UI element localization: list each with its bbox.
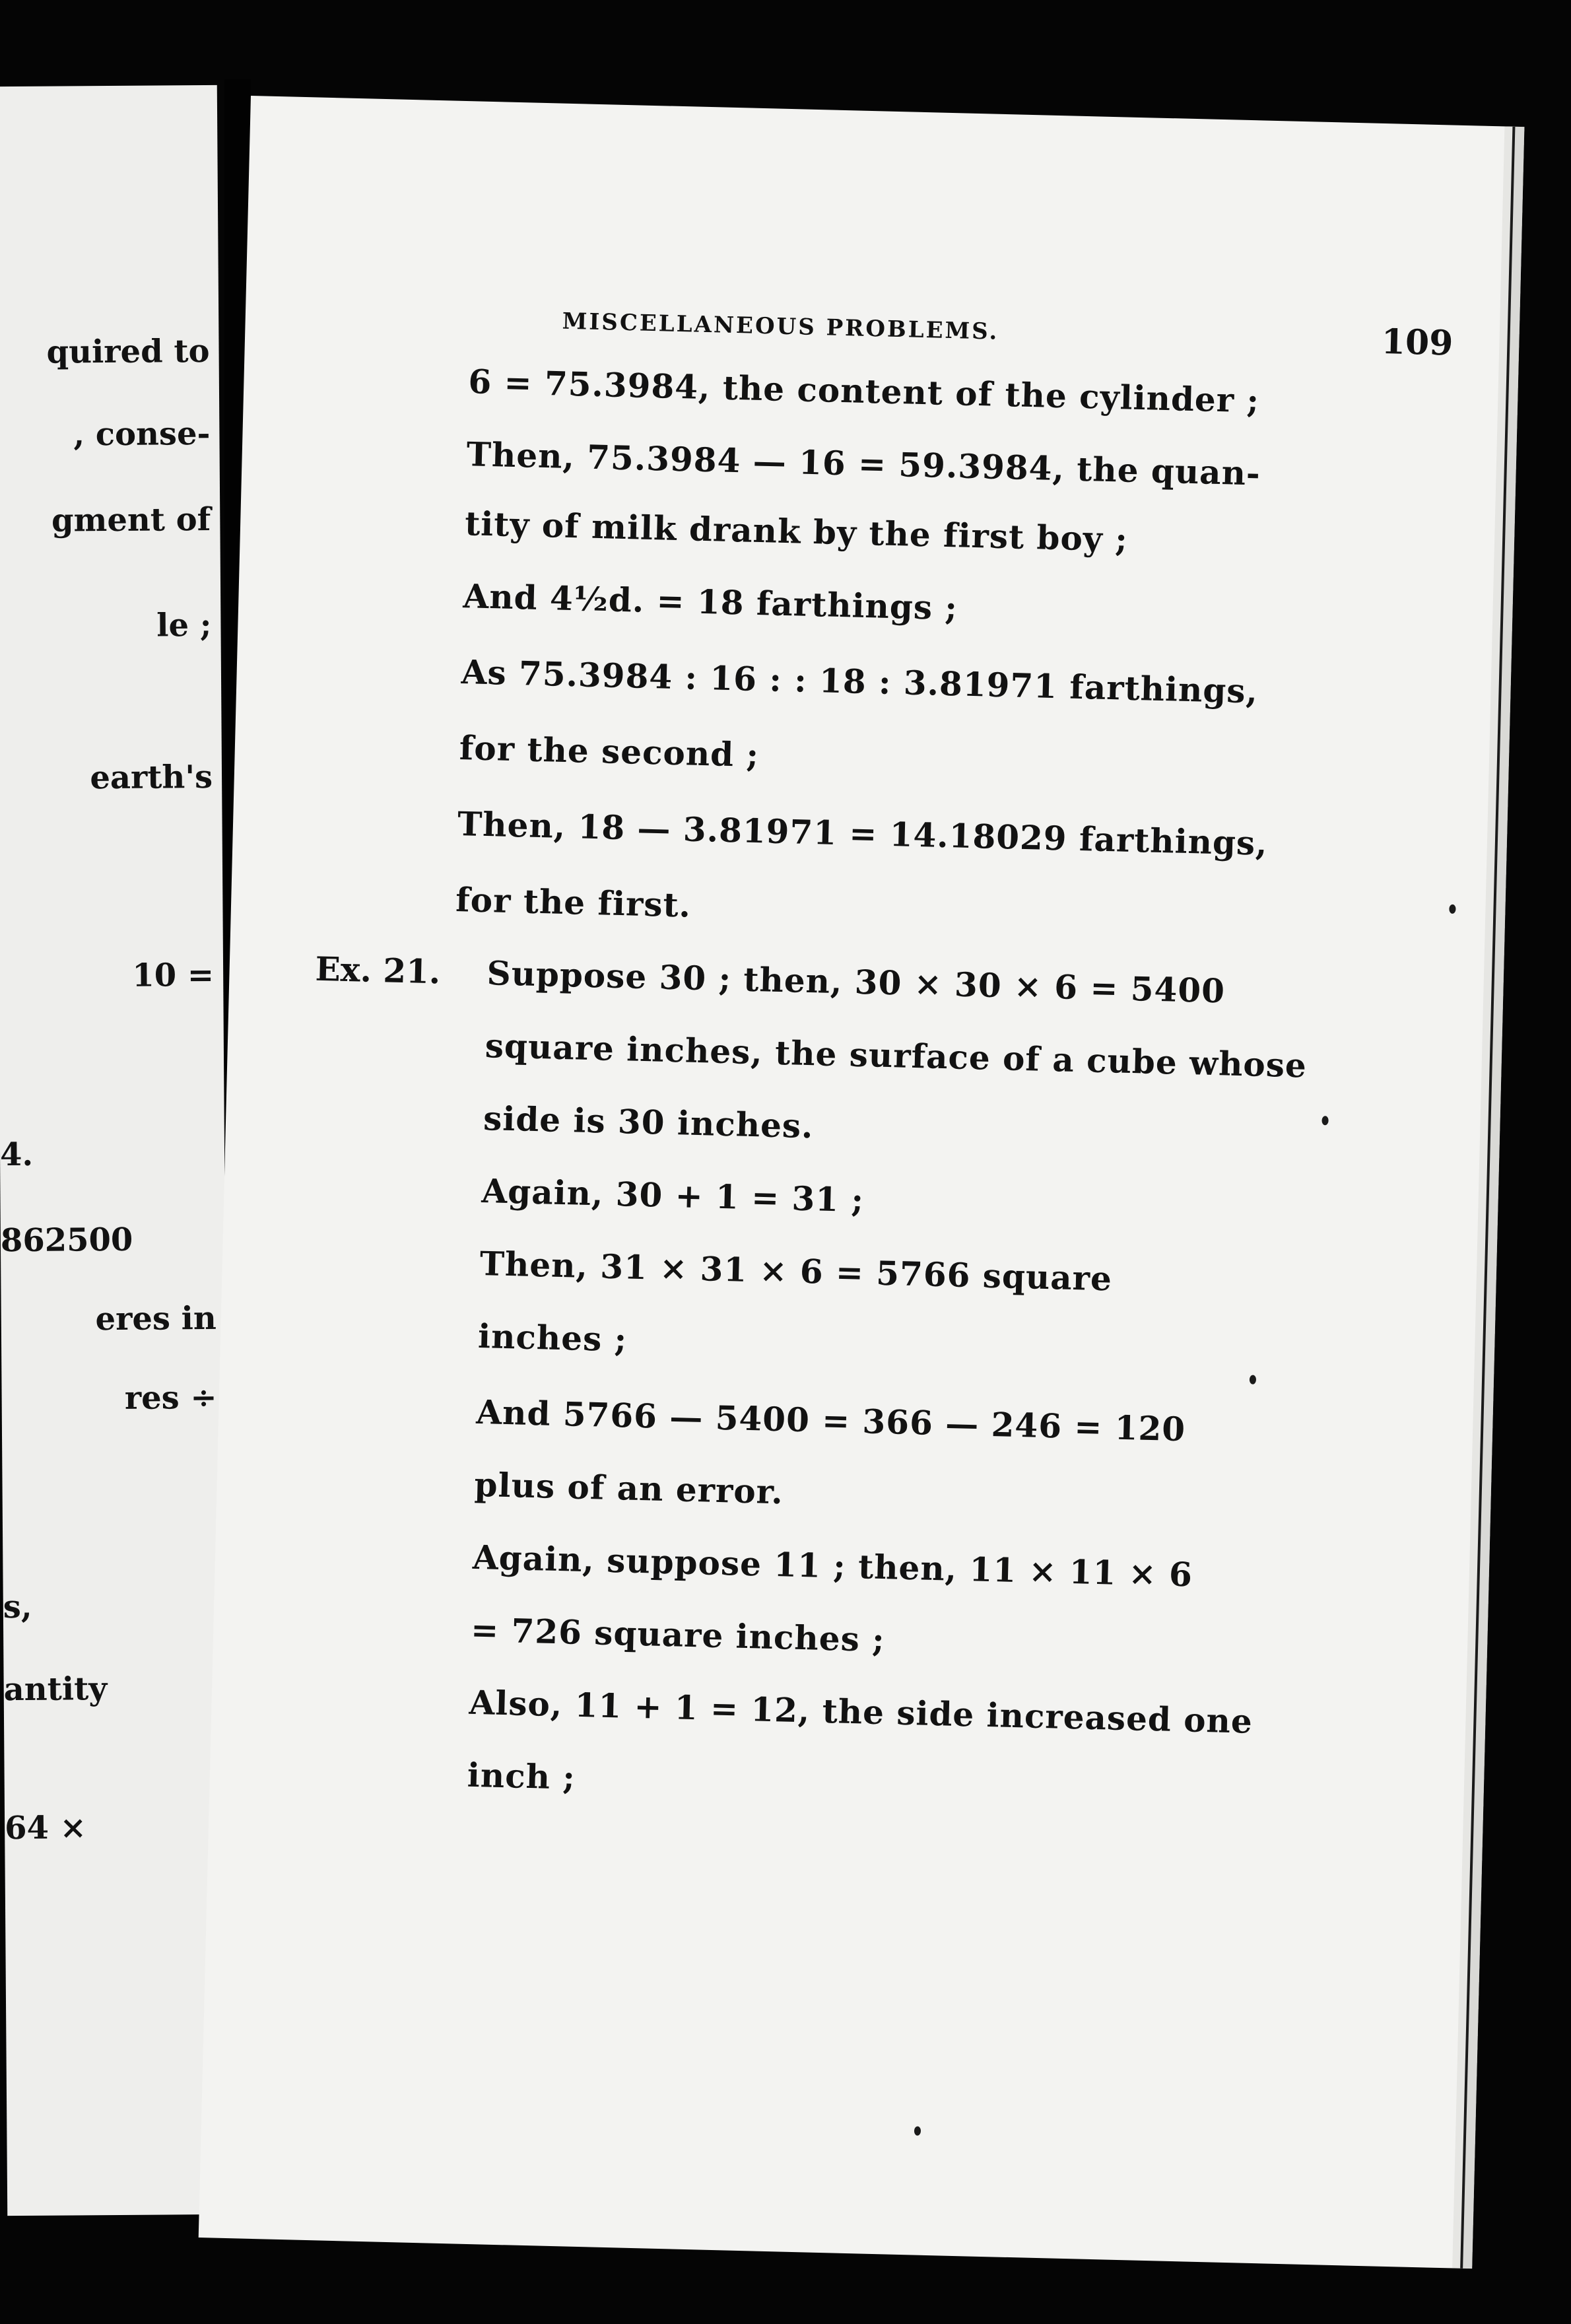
ink-speck bbox=[1321, 1116, 1328, 1125]
page-header bbox=[562, 302, 1454, 370]
text-line: inches ; bbox=[477, 1316, 628, 1359]
text-line: And 4½d. = 18 farthings ; bbox=[462, 576, 958, 628]
left-page bbox=[0, 85, 232, 2216]
left-fragment: res ÷ bbox=[124, 1379, 217, 1417]
text-line: square inches, the surface of a cube whose bbox=[485, 1026, 1308, 1085]
text-line: As 75.3984 : 16 : : 18 : 3.81971 farthings, bbox=[461, 652, 1259, 711]
text-line: for the first. bbox=[455, 879, 692, 925]
left-fragment: gment of bbox=[51, 500, 211, 539]
text-line: Suppose 30 ; then, 30 × 30 × 6 = 5400 bbox=[486, 953, 1226, 1011]
left-fragment: eres in bbox=[95, 1299, 217, 1338]
left-fragment: earth's bbox=[90, 758, 213, 797]
left-fragment: 64 × bbox=[4, 1809, 87, 1847]
text-line: Then, 18 — 3.81971 = 14.18029 farthings, bbox=[457, 803, 1269, 863]
text-line: Again, suppose 11 ; then, 11 × 11 × 6 bbox=[472, 1537, 1193, 1594]
text-line: 6 = 75.3984, the content of the cylinder ; bbox=[467, 362, 1260, 421]
right-page bbox=[199, 96, 1525, 2269]
text-line: for the second ; bbox=[459, 728, 760, 775]
left-fragment: 10 = bbox=[132, 956, 215, 994]
ink-speck bbox=[914, 2126, 921, 2135]
text-line: plus of an error. bbox=[473, 1464, 784, 1512]
running-head: MISCELLANEOUS PROBLEMS. bbox=[562, 308, 999, 345]
text-line: Then, 75.3984 — 16 = 59.3984, the quan- bbox=[466, 434, 1261, 493]
text-line: Also, 11 + 1 = 12, the side increased one bbox=[468, 1682, 1253, 1741]
text-line: Again, 30 + 1 = 31 ; bbox=[481, 1171, 865, 1220]
left-fragment: 862500 bbox=[0, 1221, 133, 1260]
ink-speck bbox=[1449, 905, 1455, 914]
text-line: And 5766 — 5400 = 366 — 246 = 120 bbox=[475, 1392, 1186, 1449]
text-line: inch ; bbox=[467, 1755, 576, 1797]
left-fragment: le ; bbox=[156, 606, 212, 644]
text-line: = 726 square inches ; bbox=[470, 1610, 886, 1660]
left-fragment: quired to bbox=[46, 332, 210, 371]
text-line: Then, 31 × 31 × 6 = 5766 square bbox=[479, 1244, 1113, 1299]
page-number: 109 bbox=[1381, 321, 1454, 364]
text-line: tity of milk drank by the first boy ; bbox=[464, 504, 1129, 559]
ink-speck bbox=[1250, 1375, 1256, 1384]
left-fragment: , conse- bbox=[73, 415, 211, 454]
left-fragment: s, bbox=[3, 1588, 32, 1626]
example-label: Ex. 21. bbox=[315, 949, 442, 992]
left-fragment: 4. bbox=[0, 1136, 34, 1174]
text-line: side is 30 inches. bbox=[483, 1099, 815, 1146]
left-fragment: antity bbox=[3, 1670, 108, 1709]
